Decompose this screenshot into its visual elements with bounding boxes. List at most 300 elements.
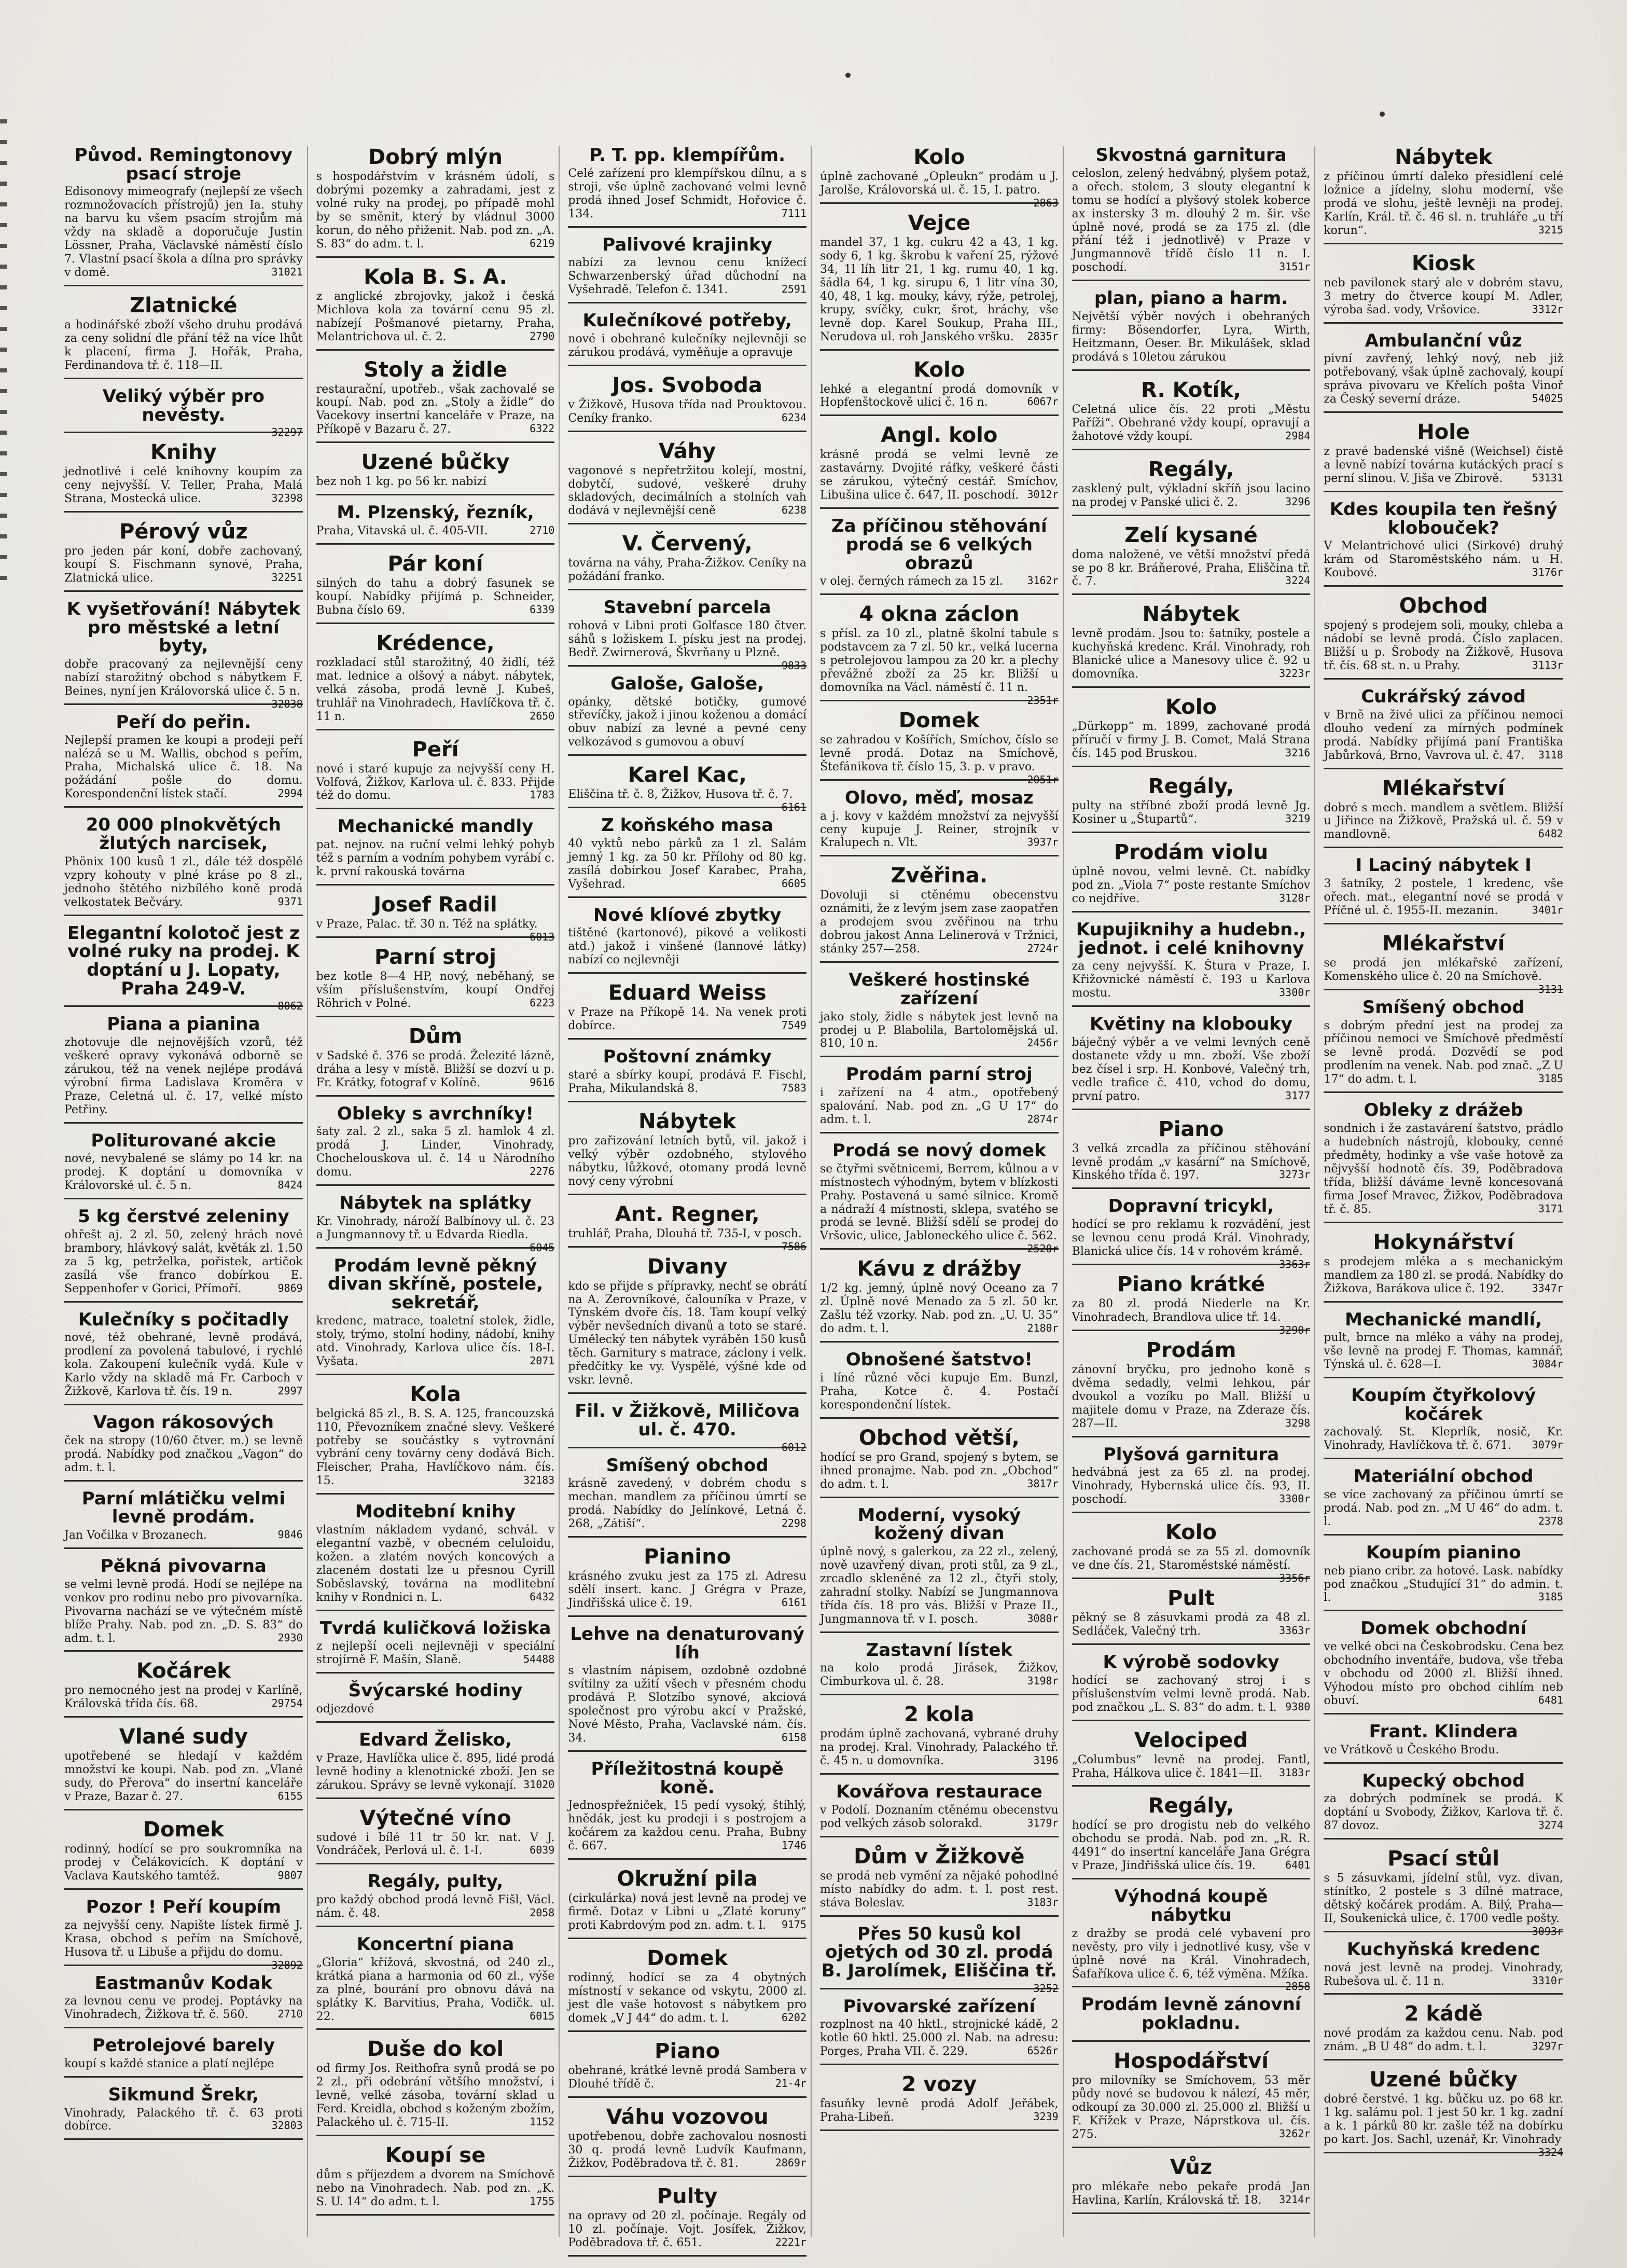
ad-text — [316, 970, 555, 1011]
ad-body-text: i líné různé věci kupuje Em. Bunzl, Praha, Kotce č. 4. Postačí korespondenční lístek. — [819, 1371, 1059, 1412]
ad-body-text: za levnou cenu ve prodej. Poptávky na Vinohradech, Žižkova tř. č. 560. — [64, 1995, 303, 2022]
ad-text — [568, 696, 806, 750]
ad-reference-number: 2835r — [1027, 329, 1059, 342]
ad-heading: Eduard Weiss — [608, 981, 767, 1005]
ad-heading: Koupím čtyřkolový kočárek — [1351, 1385, 1536, 1425]
ad-text — [820, 1804, 1059, 1831]
ad-reference-number: 6202 — [781, 2011, 806, 2024]
classified-ad — [820, 424, 1059, 509]
ad-text — [1324, 1872, 1563, 1938]
ad-body-text: v olej. černých rámech za 15 zl. — [819, 575, 1003, 588]
ad-reference-number: 2930 — [277, 1631, 303, 1644]
ad-heading: Uzené bůčky — [361, 450, 510, 475]
classified-ad — [64, 922, 303, 1013]
ad-column-1 — [64, 146, 308, 2237]
ad-body-text: truhlář, Praha, Dlouhá tř. 735-I, v posch. — [568, 1227, 802, 1240]
classified-ad — [64, 1819, 303, 1890]
classified-ad — [568, 906, 806, 974]
ad-body-text: Vinohrady, Palackého tř. č. 63 proti dobírce. — [64, 2106, 303, 2133]
ad-body-text: pro mlékaře nebo pekaře prodá Jan Havlina, Karlín, Královská tř. 18. — [1072, 2180, 1311, 2207]
ad-heading: Cukrářský závod — [1361, 686, 1526, 708]
classified-ad — [1324, 1232, 1563, 1303]
ad-reference-number: 2869r — [775, 2156, 806, 2169]
ad-heading: Kolo — [913, 357, 965, 382]
classified-ad — [316, 632, 555, 730]
classified-ad — [1324, 1387, 1563, 1459]
ad-body-text: rodinný, hodící se za 4 obytných místností v sekance od vskytu, 2000 zl. jest dle vaše hotovost s nábytkem pro domek „V J 44“ do adm. t. l. — [568, 1971, 806, 2025]
ad-heading: Stavební parcela — [603, 597, 771, 618]
ad-body-text: nová jest levně na prodej. Vinohrady, Rubešova ul. č. 11 n. — [1324, 1961, 1563, 1988]
classified-ad — [568, 312, 806, 366]
ad-body-text: nové i staré kupuje za nejvyšší ceny H. Volfová, Žižkov, Karlova ul. č. 833. Přijde též do domu. — [316, 762, 555, 803]
ad-text — [316, 1125, 555, 1179]
ad-reference-number: 3300r — [1279, 1492, 1311, 1505]
ad-text — [1324, 1961, 1563, 1988]
ad-heading: R. Kotík, — [1141, 378, 1242, 402]
ad-body-text: dobré čerstvé. 1 kg. bůčku uz. po 68 kr. 1 kg. salámu pol. 1 jest 50 kr. 1 kg. zadní a k. 1 párků 80 kr. zašle též na dobírku po kart. Jos. Sachl, uzenář, Kr. Vinohrady — [1324, 2093, 1563, 2147]
ad-text — [1072, 1545, 1311, 1585]
ad-reference-number: 3224 — [1285, 574, 1311, 587]
ad-reference-number: 54025 — [1532, 392, 1563, 405]
classified-ad — [568, 1625, 806, 1752]
ad-text — [568, 1570, 806, 1610]
ad-heading: Frant. Klindera — [1369, 1721, 1518, 1742]
ad-text — [568, 333, 806, 359]
ad-heading: Zastavní lístek — [866, 1639, 1012, 1661]
ad-heading: Lehve na denaturovaný líh — [570, 1623, 804, 1663]
ad-text — [820, 1011, 1059, 1051]
ad-body-text: mandel 37, 1 kg. cukru 42 a 43, 1 kg. sody 6, 1 kg. škrobu k vaření 25, rýžové 34, 1l líh litr 21, 1 kg. rumu 40, 1 kg. šádla 64, 1 kg. sirupu 6, 1 litr vína 30, 40, 48, 1 kg. mouky, kávy, rýže, petrolej, krupy, svíčky, cukr, šrot, hráchy, vše levně dop. Karel Soukup, Praha III., Nerudova ul. roh Janského vršku. — [819, 236, 1059, 343]
ad-text — [316, 1956, 555, 2024]
ad-body-text: ček na stropy (10/60 čtver. m.) se levně prodá. Nabídky pod značkou „Vagon“ do adm. t. l. — [64, 1434, 303, 1474]
ad-heading: K vyšetřování! Nábytek pro městské a letní byty, — [66, 598, 300, 657]
classified-ad — [316, 504, 555, 545]
ad-heading: Obleky z drážeb — [1364, 1100, 1523, 1121]
ad-text — [316, 1752, 555, 1792]
ad-text — [64, 658, 303, 710]
ad-reference-number: 6234 — [781, 411, 806, 424]
ad-heading: Parní stroj — [374, 945, 496, 969]
ad-text — [316, 1407, 555, 1488]
ad-text — [316, 656, 555, 724]
ad-heading: Přes 50 kusů kol ojetých od 30 zl. prodá B. Jarolímek, Eliščina tř. — [821, 1923, 1057, 1981]
ad-body-text: nabízí za levnou cenu knížecí Schwarzenberský úřad důchodní na Vyšehradě. Telefon č. 1341. — [568, 256, 806, 297]
classified-ad — [568, 675, 806, 756]
classified-ad — [1324, 1847, 1563, 1938]
ad-text — [64, 1152, 303, 1193]
ad-body-text: úplně zachované „Opleukn“ prodám u J. Jarolše, Královorská ul. č. 15, I. patro. — [819, 170, 1059, 197]
ad-reference-number: 32297 — [271, 426, 303, 439]
ad-body-text: „Gloria“ křížová, skvostná, od 240 zl., krátká piana a harmonia od 60 zl., výše za plné, bourání pro obnovu dává na splátky K. Barvitius, Praha, Vodičk. ul. 22. — [316, 1956, 555, 2023]
classified-ad — [1324, 1772, 1563, 1840]
ad-reference-number: 3274 — [1538, 1819, 1563, 1832]
classified-ad — [316, 1026, 555, 1097]
ad-reference-number: 6012 — [781, 1441, 806, 1454]
ad-reference-number: 6526r — [1027, 2044, 1059, 2057]
ad-heading: Fil. v Žižkově, Miličova ul. č. 470. — [575, 1401, 800, 1440]
ad-text — [820, 889, 1059, 956]
ad-heading: Skvostná garnitura — [1095, 145, 1287, 165]
classified-ad — [1324, 2068, 1563, 2159]
ad-heading: Mlékařství — [1382, 776, 1505, 800]
ad-heading: Stoly a židle — [364, 357, 507, 382]
ad-body-text: 3 velká zrcadla za příčinou stěhování levně prodám „v kasární“ na Smíchově, Kinského třída č. 197. — [1072, 1142, 1311, 1182]
ad-text — [568, 1892, 806, 1932]
ad-heading: Pěkná pivovarna — [100, 1556, 267, 1576]
ad-text — [316, 763, 555, 803]
ad-text — [1072, 2074, 1311, 2141]
ad-text — [64, 1036, 303, 1117]
ad-heading: Pult — [1167, 1586, 1215, 1611]
ad-text — [1324, 619, 1563, 673]
ad-text — [568, 167, 806, 221]
ad-heading: Vagon rákosových — [93, 1412, 274, 1433]
ad-body-text: s 5 zásuvkami, jídelní stůl, vyz. divan, stínítko, 2 postele s 3 dílné matrace, dětský kočárek prodám. A. Bilý, Praha—II, Soukenická ulice, č. 1700 vedle pošty. — [1324, 1872, 1563, 1925]
ad-heading: 2 kádě — [1404, 2002, 1483, 2026]
ad-text — [1324, 1488, 1563, 1529]
ad-body-text: zasklený pult, výkladní skříň jsou lacino na prodej v Panské ulici č. 2. — [1072, 482, 1311, 509]
classified-ad — [820, 865, 1059, 963]
ad-text — [316, 1049, 555, 1090]
ad-heading: Nábytek — [1395, 145, 1493, 169]
ad-body-text: zachovalý. St. Kleprlík, nosič, Kr. Vinohrady, Havlíčkova tř. č. 671. — [1324, 1426, 1563, 1453]
classified-ad — [1324, 253, 1563, 324]
ad-reference-number: 3363r — [1279, 1257, 1311, 1270]
ad-text — [1324, 352, 1563, 406]
classified-ad — [568, 1947, 806, 2032]
ad-heading: Švýcarské hodiny — [348, 1680, 523, 1702]
ad-body-text: silných do tahu a dobrý fasunek se koupí. Nabídky přijímá p. Schneider, Bubna číslo 69. — [316, 576, 555, 617]
classified-ad — [568, 236, 806, 304]
ad-body-text: pro nemocného jest na prodej v Karlíně, Královská třída čís. 68. — [64, 1684, 303, 1711]
classified-ad — [568, 1256, 806, 1394]
ad-body-text: rodinný, hodící se pro soukromníka na prodej v Čelákovicích. K doptání v Vaclava Kautského tamtéž. — [64, 1843, 303, 1883]
classified-ad — [316, 553, 555, 624]
ad-reference-number: 6039 — [530, 1844, 555, 1857]
classified-ad — [1324, 2003, 1563, 2060]
ad-reference-number: 7111 — [781, 206, 806, 219]
ad-body-text: dobré s mech. mandlem a světlem. Bližší u Jiřince na Žižkově, Pražská ul. č. 59 v mandlovně. — [1324, 801, 1563, 841]
ad-body-text: na kolo prodá Jirásek, Žižkov, Cimburkova ul. č. 28. — [819, 1662, 1059, 1689]
classified-ad — [1072, 921, 1311, 1007]
ad-heading: Okružní pila — [617, 1867, 758, 1891]
ad-text — [820, 1282, 1059, 1336]
ad-heading: Pianino — [644, 1545, 731, 1569]
ad-text — [568, 788, 806, 814]
ad-reference-number: 1783 — [530, 789, 555, 801]
ad-reference-number: 3215 — [1538, 223, 1563, 236]
ad-reference-number: 6161 — [781, 801, 806, 814]
ad-body-text: vagonové s nepřetržitou kolejí, mostní, dobytčí, sudové, veškeré druhy skladových, decimálních a stolních vah dodává v nejlevnější ceně — [568, 464, 806, 518]
classified-ad — [1072, 379, 1311, 450]
ad-body-text: se velmi levně prodá. Hodí se nejlépe na venkov pro rodinu nebo pro pivovarníka. Pivovarna nachází se ve výtečném místě blíže Prahy. Nab. pod zn. „D. S. 83“ do adm. t. l. — [64, 1578, 303, 1645]
ad-body-text: pult, brnce na mléko a váhy na prodej, vše levně na prodej F. Thomas, kamnář, Týnská ul. č. 628—I. — [1324, 1331, 1563, 1372]
ad-reference-number: 6482 — [1538, 827, 1563, 840]
ad-reference-number: 2984 — [1285, 429, 1311, 442]
ad-text — [1324, 801, 1563, 842]
ad-text — [64, 1331, 303, 1399]
classified-ad — [1072, 2050, 1311, 2148]
ad-text — [316, 1524, 555, 1605]
classified-ad — [316, 266, 555, 351]
ad-text — [820, 2018, 1059, 2058]
ad-body-text: továrna na váhy, Praha-Žižkov. Ceníky na požádání franko. — [568, 557, 806, 584]
ad-body-text: se více zachovaný za příčinou úmrtí se prodá. Nab. pod zn. „M U 46“ do adm. t. l. — [1324, 1488, 1563, 1528]
ad-heading: Materiální obchod — [1353, 1466, 1534, 1487]
ad-heading: Krédence, — [376, 631, 495, 655]
ad-text — [1072, 720, 1311, 760]
ad-body-text: za dobrých podmínek se prodá. K doptání u Svobody, Žižkov, Karlova tř. č. 87 dovoz. — [1324, 1792, 1563, 1833]
ad-reference-number: 2874r — [1027, 1113, 1059, 1126]
classified-ad — [64, 1557, 303, 1652]
ad-body-text: šaty zal. 2 zl., saka 5 zl. hamlok 4 zl. prodá J. Linder, Vinohrady, Chochelouskova ul. č. 14 u Národního domu. — [316, 1125, 555, 1179]
ad-heading: Plyšová garnitura — [1103, 1444, 1280, 1465]
classified-ad — [64, 441, 303, 513]
ad-text — [316, 2062, 555, 2129]
ad-column-5 — [1072, 146, 1316, 2237]
ad-text — [568, 837, 806, 891]
ad-heading: Peří — [412, 737, 459, 762]
ad-text — [820, 1372, 1059, 1412]
ad-body-text: a hodinářské zboží všeho druhu prodává za ceny solidní dle přání též na více lhůt k placení, firma J. Hořák, Praha, Ferdinandova tř. č. 118—II. — [64, 319, 303, 372]
ad-heading: Angl. kolo — [881, 423, 998, 448]
ad-reference-number: 2456r — [1027, 1036, 1059, 1049]
ad-reference-number: 29754 — [271, 1697, 303, 1710]
ad-body-text: V Melantrichové ulici (Sirkové) druhý krám od Staroměstského nám. u H. Koubové. — [1324, 540, 1563, 580]
classified-ads-columns — [64, 145, 1567, 2249]
classified-ad — [820, 1427, 1059, 1498]
ad-reference-number: 2650 — [530, 709, 555, 722]
ad-heading: Váhy — [659, 439, 716, 463]
ad-text — [1324, 709, 1563, 763]
ad-reference-number: 3183r — [1027, 1896, 1059, 1909]
ad-text — [1072, 482, 1311, 509]
ad-reference-number: 6045 — [530, 1241, 555, 1254]
classified-ad — [316, 946, 555, 1017]
ad-reference-number: 3131 — [1538, 983, 1563, 995]
ad-heading: Koupím pianino — [1366, 1542, 1521, 1563]
ad-body-text: s vlastním nápisem, ozdobně ozdobné svítilny za užití všech v přesném chodu prodává P. Slotzíbo synové, akciová společnost pro výrobu akcí v Pražské, Nové Město, Praha, Vaclavské nám. čís. 34. — [568, 1664, 806, 1745]
ad-text — [820, 2097, 1059, 2124]
ad-heading: Hokynářství — [1373, 1230, 1514, 1254]
classified-ad — [568, 1048, 806, 1102]
ad-reference-number: 3151r — [1279, 260, 1311, 273]
ad-text — [64, 1684, 303, 1711]
ad-heading: Koupí se — [385, 2143, 486, 2168]
ad-reference-number: 6155 — [277, 1790, 303, 1803]
ad-body-text: belgická 85 zl., B. S. A. 125, francouzská 110, Převozníkem značné slevy. Veškeré potřeby se součástky s vytrovnání vybrání ceny továrny ceny dodává Bich. Fleischer, Praha, Havlíčkovo nám. čís. 15. — [316, 1407, 555, 1488]
ad-heading: Obleky s avrchníky! — [337, 1103, 534, 1124]
classified-ad — [820, 1641, 1059, 1696]
ad-text — [316, 2168, 555, 2209]
classified-ad — [1324, 1468, 1563, 1536]
classified-ad — [568, 2186, 806, 2257]
classified-ad — [1324, 1941, 1563, 1995]
ad-reference-number: 3171 — [1538, 1202, 1563, 1215]
ad-heading: Regály, — [1148, 457, 1234, 481]
ad-reference-number: 6158 — [781, 1731, 806, 1744]
classified-ad — [64, 2086, 303, 2140]
ad-body-text: jednotlivé i celé knihovny koupím za ceny nejvyšší. V. Teller, Praha, Malá Strana, Mostecká ulice. — [64, 465, 303, 506]
ad-body-text: Nejlepší pramen ke koupi a prodeji peří nalézá se u M. Wallis, obchod s peřím, Praha, Michalská ulice č. 18. Na požádání pošle do domu. Korespondenční lístek stačí. — [64, 734, 303, 801]
ad-body-text: z dražby se prodá celé vybavení pro nevěsty, pro vily i jednotlivé kusy, vše v úplně nové na Král. Vinohradech, Šafaříkova ulice č. 6, též výměna. Mžíka. — [1072, 1927, 1311, 1981]
ad-body-text: nové prodám za každou cenu. Nab. pod znám. „B U 48“ do adm. t. l. — [1324, 2027, 1563, 2054]
ad-reference-number: 3216 — [1285, 746, 1311, 759]
ad-heading: Koncertní piana — [356, 1934, 514, 1955]
ad-heading: Původ. Remingtonovy psací stroje — [74, 145, 293, 184]
ad-body-text: Praha, Vitavská ul. č. 405-VII. — [316, 524, 488, 537]
classified-ad — [316, 451, 555, 495]
ad-text — [64, 465, 303, 506]
ad-body-text: se čtyřmi světnicemi, Berrem, kůlnou a v místnostech výhodným, bytem v blízkosti Prahy. Postavená u samé silnice. Kromě a nádraží 4 místnosti, sklepa, svatého se prodá se levně. Bližší sdělí se prodej do Vršovic, ulice, Jabloneckého ulice č. 562. — [819, 1162, 1059, 1243]
ad-reference-number: 2051r — [1027, 773, 1059, 786]
ad-heading: Dobrý mlýn — [368, 145, 503, 169]
ad-heading: Pérový vůz — [119, 520, 248, 544]
ad-reference-number: 2071 — [530, 1354, 555, 1367]
ad-heading: Edvard Želisko, — [359, 1729, 512, 1750]
ad-reference-number: 7586 — [781, 1240, 806, 1253]
classified-ad — [64, 1132, 303, 1200]
ad-body-text: staré a sbírky koupí, prodává F. Fischl, Praha, Mikulandská 8. — [568, 1068, 806, 1095]
ad-heading: Palivové krajinky — [602, 234, 772, 255]
classified-ad — [568, 597, 806, 672]
ad-body-text: upotřebenou, dobře zachovalou nosnosti 30 q. prodá levně Ludvík Kaufmann, Žižkov, Poděbradova tř. č. 81. — [568, 2129, 806, 2170]
ad-text — [1324, 1426, 1563, 1453]
ad-reference-number: 3113r — [1532, 659, 1563, 672]
ad-text — [64, 2057, 303, 2071]
ad-text — [568, 1799, 806, 1853]
classified-ad — [316, 1384, 555, 1495]
ad-body-text: v Brně na živé ulici za příčinou nemoci dlouho vedení za mírných podmínek prodá. Nabídky přijímá paní Františka Jabůrková, Brno, Vavrova ul. č. 47. — [1324, 708, 1563, 762]
ad-body-text: úplně novou, velmi levně. Ct. nabídky pod zn. „Viola 7“ poste restante Smíchov co nejdříve. — [1072, 865, 1311, 905]
ad-text — [820, 1662, 1059, 1689]
ad-reference-number: 3324 — [1538, 2146, 1563, 2159]
ad-reference-number: 9616 — [530, 1075, 555, 1088]
ad-reference-number: 2058 — [530, 1906, 555, 1919]
ad-body-text: sudové i bílé 11 tr 50 kr. nat. V J. Vondráček, Perlová ul. č. 1-I. — [316, 1831, 555, 1858]
classified-ad — [1324, 1311, 1563, 1379]
ad-reference-number: 32183 — [523, 1474, 555, 1487]
classified-ad — [316, 1807, 555, 1865]
ad-body-text: 3 šatníky, 2 postele, 1 kredenc, vše ořech. mat., elegantní nové se prodá v Příčné ul. č. 1955-II. mezanin. — [1324, 877, 1563, 917]
ad-reference-number: 6219 — [530, 237, 555, 250]
ad-heading: Výhodná koupě nábytku — [1114, 1886, 1268, 1926]
classified-ad — [1324, 146, 1563, 244]
ad-heading: Politurované akcie — [91, 1130, 276, 1151]
ad-text — [64, 1918, 303, 1971]
ad-body-text: zachované prodá se za 55 zl. domovník ve dne čís. 21, Staroměstské náměstí. — [1072, 1545, 1311, 1572]
classified-ad — [64, 1414, 303, 1482]
classified-ad — [820, 1998, 1059, 2066]
classified-ad — [820, 517, 1059, 595]
ad-body-text: hedvábná jest za 65 zl. na prodej. Vinohrady, Hybernská ulice čís. 93, II. poschodí. — [1072, 1466, 1311, 1506]
ad-heading: Prodám levně zánovní pokladnu. — [1081, 1994, 1301, 2034]
classified-ad — [1072, 1339, 1311, 1437]
ad-heading: Petrolejové barely — [92, 2035, 275, 2056]
ad-reference-number: 3401r — [1532, 903, 1563, 916]
classified-ad — [820, 2073, 1059, 2131]
ad-body-text: Celetná ulice čís. 22 proti „Městu Paříži“. Obehrané vždy koupí, opravují a žahotové vždy koupí. — [1072, 403, 1311, 443]
ad-body-text: pro jeden pár koní, dobře zachovaný, koupí S. Fischmann synové, Praha, Zlatnická ulice. — [64, 545, 303, 585]
ad-reference-number: 3183r — [1279, 1766, 1311, 1779]
ad-heading: Vůz — [1170, 2155, 1213, 2179]
ad-reference-number: 2298 — [781, 1517, 806, 1530]
ad-body-text: hodící se pro drogistu neb do velkého obchodu se prodá. Nab. pod zn. „R. R. 4491“ do insertní kanceláře Jana Grégra v Praze, Jindřišská ulice čís. 19. — [1072, 1819, 1311, 1873]
ad-text — [64, 1434, 303, 1475]
ad-reference-number: 3817r — [1027, 1477, 1059, 1490]
ad-text — [1324, 1640, 1563, 1708]
ad-reference-number: 6238 — [781, 504, 806, 517]
ad-heading: 2 vozy — [901, 2072, 977, 2097]
ad-heading: Parní mlátičku velmi levně prodám. — [81, 1488, 285, 1528]
ad-body-text: neb piano cribr. za hotové. Lask. nabídky pod značkou „Studující 31“ do admin. t. l. — [1324, 1564, 1563, 1605]
ad-heading: Galoše, Galoše, — [610, 673, 764, 694]
ad-text — [1324, 956, 1563, 995]
ad-reference-number: 32803 — [271, 2119, 303, 2132]
ad-body-text: „Columbus“ levně na prodej. Fantl, Praha, Hálkova ulice č. 1841—II. — [1072, 1753, 1311, 1780]
ad-body-text: hodící se pro reklamu k rozvádění, jest se levnou cenu prodá Král. Vinohrady, Blanická ulice čís. 14 v rohovém krámě. — [1072, 1218, 1311, 1259]
ad-heading: Mechanické mandlí, — [1345, 1309, 1542, 1330]
ad-reference-number: 3185 — [1538, 1591, 1563, 1603]
ad-body-text: i zařízení na 4 atm., opotřebený spalování. Nab. pod zn. „G U 17“ do adm. t. l. — [819, 1086, 1059, 1127]
ad-body-text: Phönix 100 kusů 1 zl., dále též dospělé vzpry kohouty v plné kráse po 8 zl., jednoho štětého nizbílého koně prodá velkostatek Bečváry. — [64, 855, 303, 909]
classified-ad — [316, 1503, 555, 1611]
ad-text — [316, 170, 555, 251]
classified-ad — [64, 146, 303, 286]
classified-ad — [64, 1490, 303, 1549]
ad-reference-number: 3347r — [1532, 1281, 1563, 1294]
ad-reference-number: 3356r — [1279, 1572, 1311, 1585]
ad-heading: Pivovarské zařízení — [843, 1996, 1036, 2017]
classified-ad — [64, 1660, 303, 1718]
classified-ad — [316, 739, 555, 810]
classified-ad — [1324, 1723, 1563, 1764]
ad-text — [64, 185, 303, 280]
classified-ad — [316, 359, 555, 444]
ad-heading: Dům — [408, 1024, 463, 1048]
ad-reference-number: 3273r — [1279, 1168, 1311, 1181]
ad-text — [316, 1831, 555, 1858]
ad-reference-number: 3079r — [1532, 1439, 1563, 1451]
ad-text — [819, 627, 1059, 707]
ad-text — [568, 1477, 806, 1531]
print-speck — [1380, 112, 1385, 117]
ad-reference-number: 2378 — [1538, 1514, 1563, 1527]
ad-reference-number: 6322 — [530, 422, 555, 435]
ad-body-text: v Podolí. Doznaním ctěnému obecenstvu pod velkých zásob solorakd. — [819, 1803, 1059, 1830]
classified-ad — [1072, 524, 1311, 596]
ad-heading: Prodá se nový domek — [832, 1140, 1046, 1161]
ad-heading: M. Plzenský, řezník, — [337, 502, 534, 523]
ad-body-text: krásně prodá se velmi levně ze zastavárny. Dvojité ráfky, veškeré části se zárukou, výtečný cestář. Smíchov, Libušina ulice č. 647, II. poschodí. — [819, 448, 1059, 502]
ad-text — [820, 1545, 1059, 1626]
ad-column-6 — [1324, 146, 1567, 2237]
classified-ad — [568, 1202, 806, 1253]
ad-text — [316, 383, 555, 437]
classified-ad — [64, 1974, 303, 2029]
ad-heading: Kulečníky s počitadly — [78, 1309, 289, 1330]
ad-body-text: tištěné (kartonové), pikové a velikosti atd.) jakož i vinšené (lannové látky) nabízí co nejlevněji — [568, 926, 806, 967]
classified-ad — [1072, 1795, 1311, 1879]
classified-ad — [568, 2040, 806, 2098]
ad-body-text: upotřebené se hledají v každém množství ke koupi. Nab. pod zn. „Vlané sudy, do Přerova“ do insertní kanceláře v Praze, Bazar č. 27. — [64, 1750, 303, 1804]
ad-heading: Kupujiknihy a hudebn., jednot. i celé knihovny — [1076, 919, 1306, 959]
ad-heading: Knihy — [150, 440, 217, 465]
ad-heading: Jos. Svoboda — [612, 373, 762, 397]
classified-ad — [1324, 856, 1563, 924]
ad-body-text: Jednospřežniček, 15 pedí vysoký, štíhlý, hnědák, jest ku prodeji i s postrojem a kočárem za každou cenu. Praha, Bubny č. 667. — [568, 1799, 806, 1853]
classified-ad — [820, 1258, 1059, 1343]
